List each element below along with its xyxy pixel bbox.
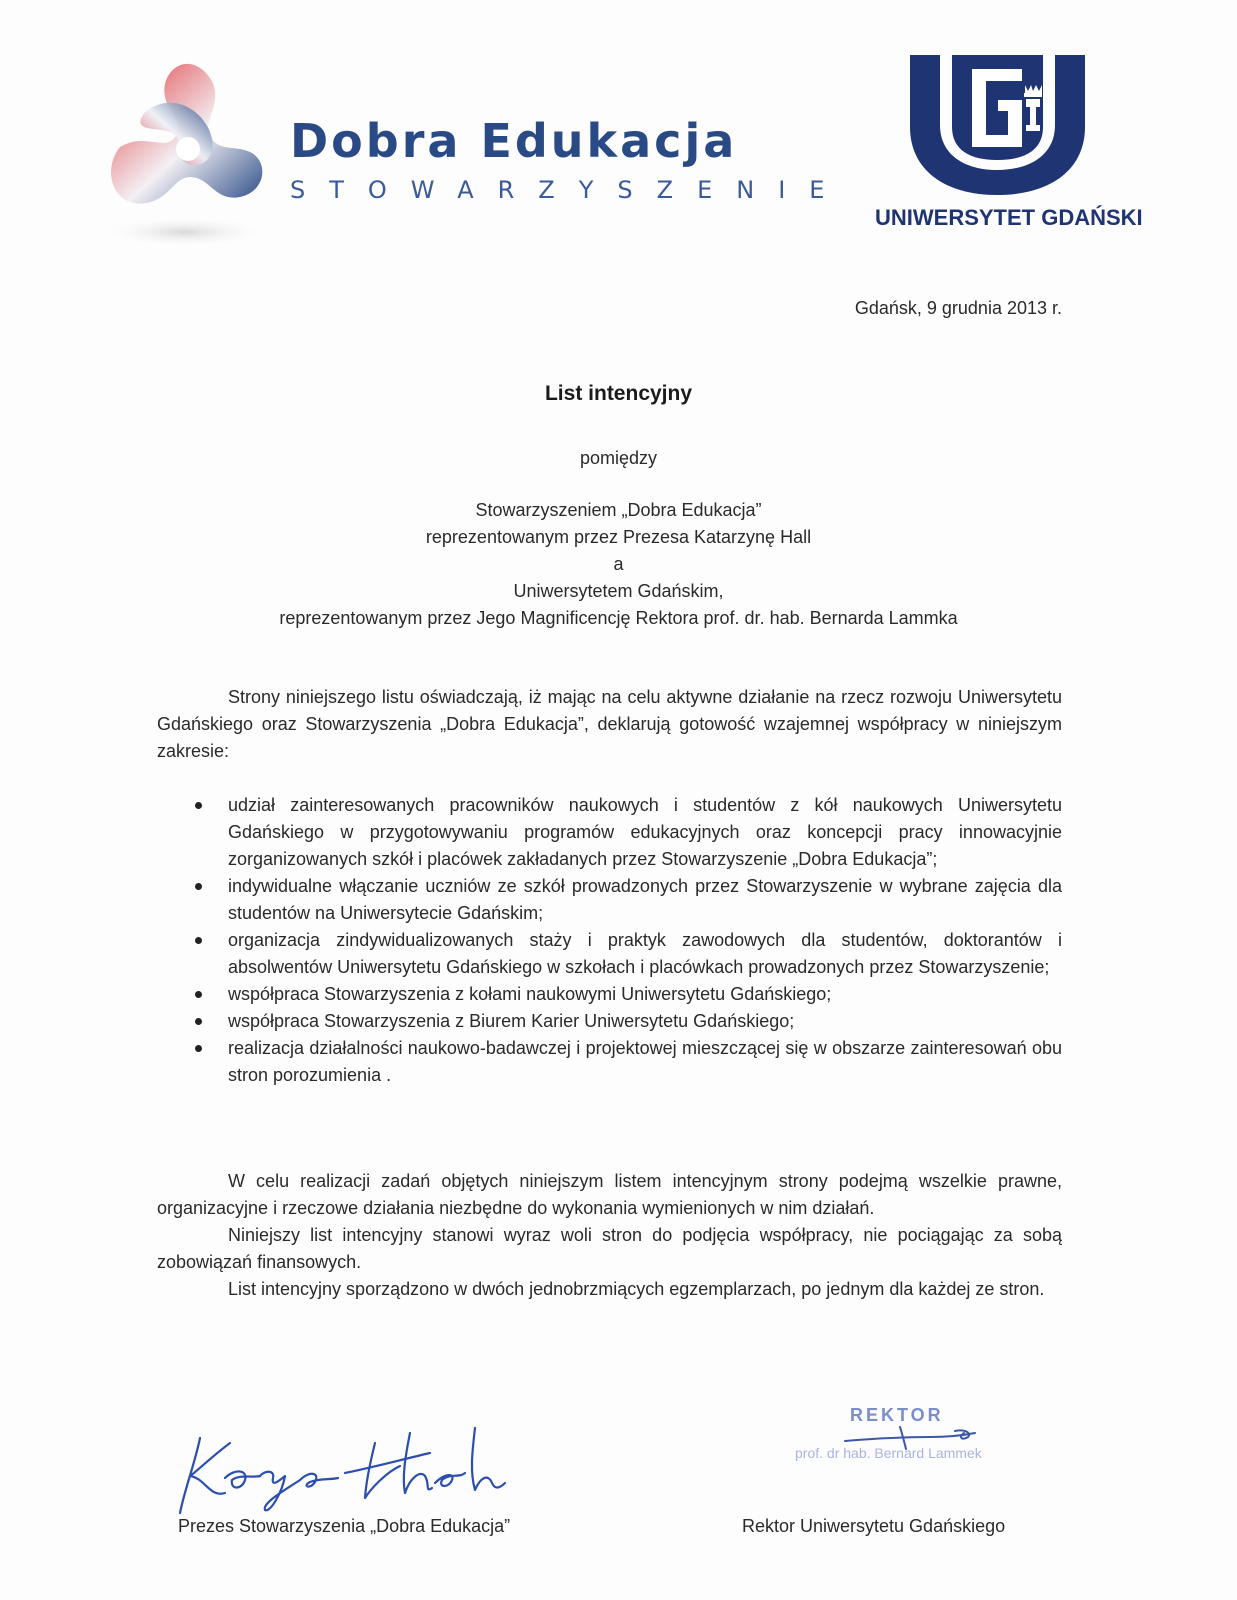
bullet-icon — [195, 937, 202, 944]
between-text: pomiędzy — [579, 448, 658, 468]
dobra-edukacja-subtitle: STOWARZYSZENIE — [290, 176, 849, 204]
stamp-name: prof. dr hab. Bernard Lammek — [795, 1445, 982, 1461]
party2-line1: Uniwersytetem Gdańskim, — [513, 581, 724, 601]
list-item: współpraca Stowarzyszenia z Biurem Karier Uniwersytetu Gdańskiego; — [157, 1008, 1062, 1035]
list-item: indywidualne włączanie uczniów ze szkół prowadzonych przez Stowarzyszenie w wybrane zajęcia dla studentów na Uniwersytecie Gdańskim; — [157, 873, 1062, 927]
left-signature-label: Prezes Stowarzyszenia „Dobra Edukacja” — [178, 1516, 511, 1536]
bullet-icon — [195, 883, 202, 890]
stamp-title: REKTOR — [850, 1405, 944, 1425]
list-item: organizacja zindywidualizowanych staży i praktyk zawodowych dla studentów, doktorantów i absolwentów Uniwersytetu Gdańskiego w szkołach i placówkach prowadzonych przez Stowarzyszenie; — [157, 927, 1062, 981]
dobra-edukacja-name: Dobra Edukacja — [290, 114, 738, 168]
cooperation-list — [157, 792, 1062, 1089]
handwritten-signature-left — [170, 1418, 510, 1518]
bullet-icon — [195, 1045, 202, 1052]
right-signature-label: Rektor Uniwersytetu Gdańskiego — [742, 1516, 1006, 1536]
dobra-edukacja-logo — [90, 52, 849, 252]
and-text: a — [613, 554, 624, 574]
closing-paragraph-2: Niniejszy list intencyjny stanowi wyraz woli stron do podjęcia współpracy, nie pociągając za sobą zobowiązań finansowych. — [157, 1225, 1062, 1272]
list-item: udział zainteresowanych pracowników naukowych i studentów z kół naukowych Uniwersytetu Gdańskiego w przygotowywaniu programów edukacyjnych oraz koncepcji pracy innowacyjnie zorganizowanych szkół i placówek zakładanych przez Stowarzyszenie „Dobra Edukacja”; — [157, 792, 1062, 873]
party1-line1: Stowarzyszeniem „Dobra Edukacja” — [475, 500, 762, 520]
intro-paragraph: Strony niniejszego listu oświadczają, iż mając na celu aktywne działanie na rzecz rozwoju Uniwersytetu Gdańskiego oraz Stowarzyszenia „Dobra Edukacja”, deklarują gotowość wzajemnej współpracy w niniejszym zakresie: — [157, 687, 1062, 761]
ug-logo-icon — [910, 55, 1085, 195]
closing-paragraph-1: W celu realizacji zadań objętych niniejszym listem intencyjnym strony podejmą wszelkie prawne, organizacyjne i rzeczowe działania niezbędne do wykonania wymienionych w nim działań. — [157, 1171, 1062, 1218]
bullet-icon — [195, 1018, 202, 1025]
list-item: współpraca Stowarzyszenia z kołami naukowymi Uniwersytetu Gdańskiego; — [157, 981, 1062, 1008]
bullet-icon — [195, 991, 202, 998]
bullet-icon — [195, 802, 202, 809]
list-item: realizacja działalności naukowo-badawczej i projektowej mieszczącej się w obszarze zainteresowań obu stron porozumienia . — [157, 1035, 1062, 1089]
letter-date: Gdańsk, 9 grudnia 2013 r. — [854, 298, 1062, 318]
dobra-edukacja-logo-icon — [90, 52, 290, 252]
party2-line2: reprezentowanym przez Jego Magnificencję Rektora prof. dr. hab. Bernarda Lammka — [279, 608, 958, 628]
ug-logo — [875, 55, 1143, 240]
party1-line2: reprezentowanym przez Prezesa Katarzynę Hall — [425, 527, 812, 547]
rektor-stamp — [795, 1405, 1015, 1480]
letter-title: List intencyjny — [544, 382, 693, 405]
ug-name: UNIWERSYTET GDAŃSKI — [875, 205, 1143, 230]
closing-paragraph-3: List intencyjny sporządzono w dwóch jednobrzmiących egzemplarzach, po jednym dla każdej ze stron. — [228, 1279, 1045, 1299]
